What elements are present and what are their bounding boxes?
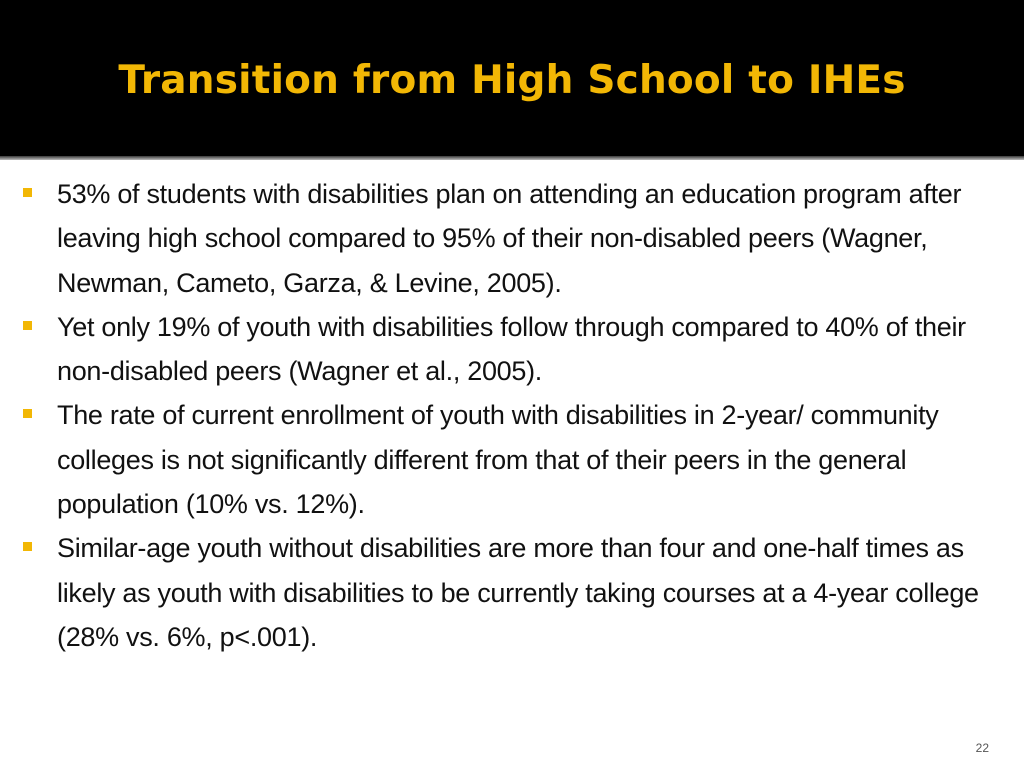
bullet-text: Similar-age youth without disabilities are more than four and one-half times as likely as youth with disabilities to be currently taking courses at a 4-year college (28% vs. 6%, p<.001).: [57, 533, 979, 652]
square-bullet-icon: [23, 542, 32, 551]
bullet-text: Yet only 19% of youth with disabilities follow through compared to 40% of their non-disabled peers (Wagner et al., 2005).: [57, 311, 966, 387]
bullet-item: [0, 393, 1024, 526]
square-bullet-icon: [23, 188, 32, 197]
bullet-item: [0, 526, 1024, 659]
bullet-item: [0, 305, 1024, 394]
bullet-item: [0, 172, 1024, 305]
slide-title: Transition from High School to IHEs: [118, 58, 906, 103]
bullet-text: 53% of students with disabilities plan on attending an education program after leaving high school compared to 95% of their non-disabled peers (Wagner, Newman, Cameto, Garza, & Levine, 2005).: [57, 179, 962, 298]
page-number: 22: [975, 741, 989, 755]
bullet-list: [0, 172, 1024, 659]
title-bar: [0, 0, 1024, 160]
square-bullet-icon: [23, 321, 32, 330]
square-bullet-icon: [23, 409, 32, 418]
bullet-text: The rate of current enrollment of youth with disabilities in 2-year/ community colleges is not significantly different from that of their peers in the general population (10% vs. 12%).: [57, 400, 939, 520]
